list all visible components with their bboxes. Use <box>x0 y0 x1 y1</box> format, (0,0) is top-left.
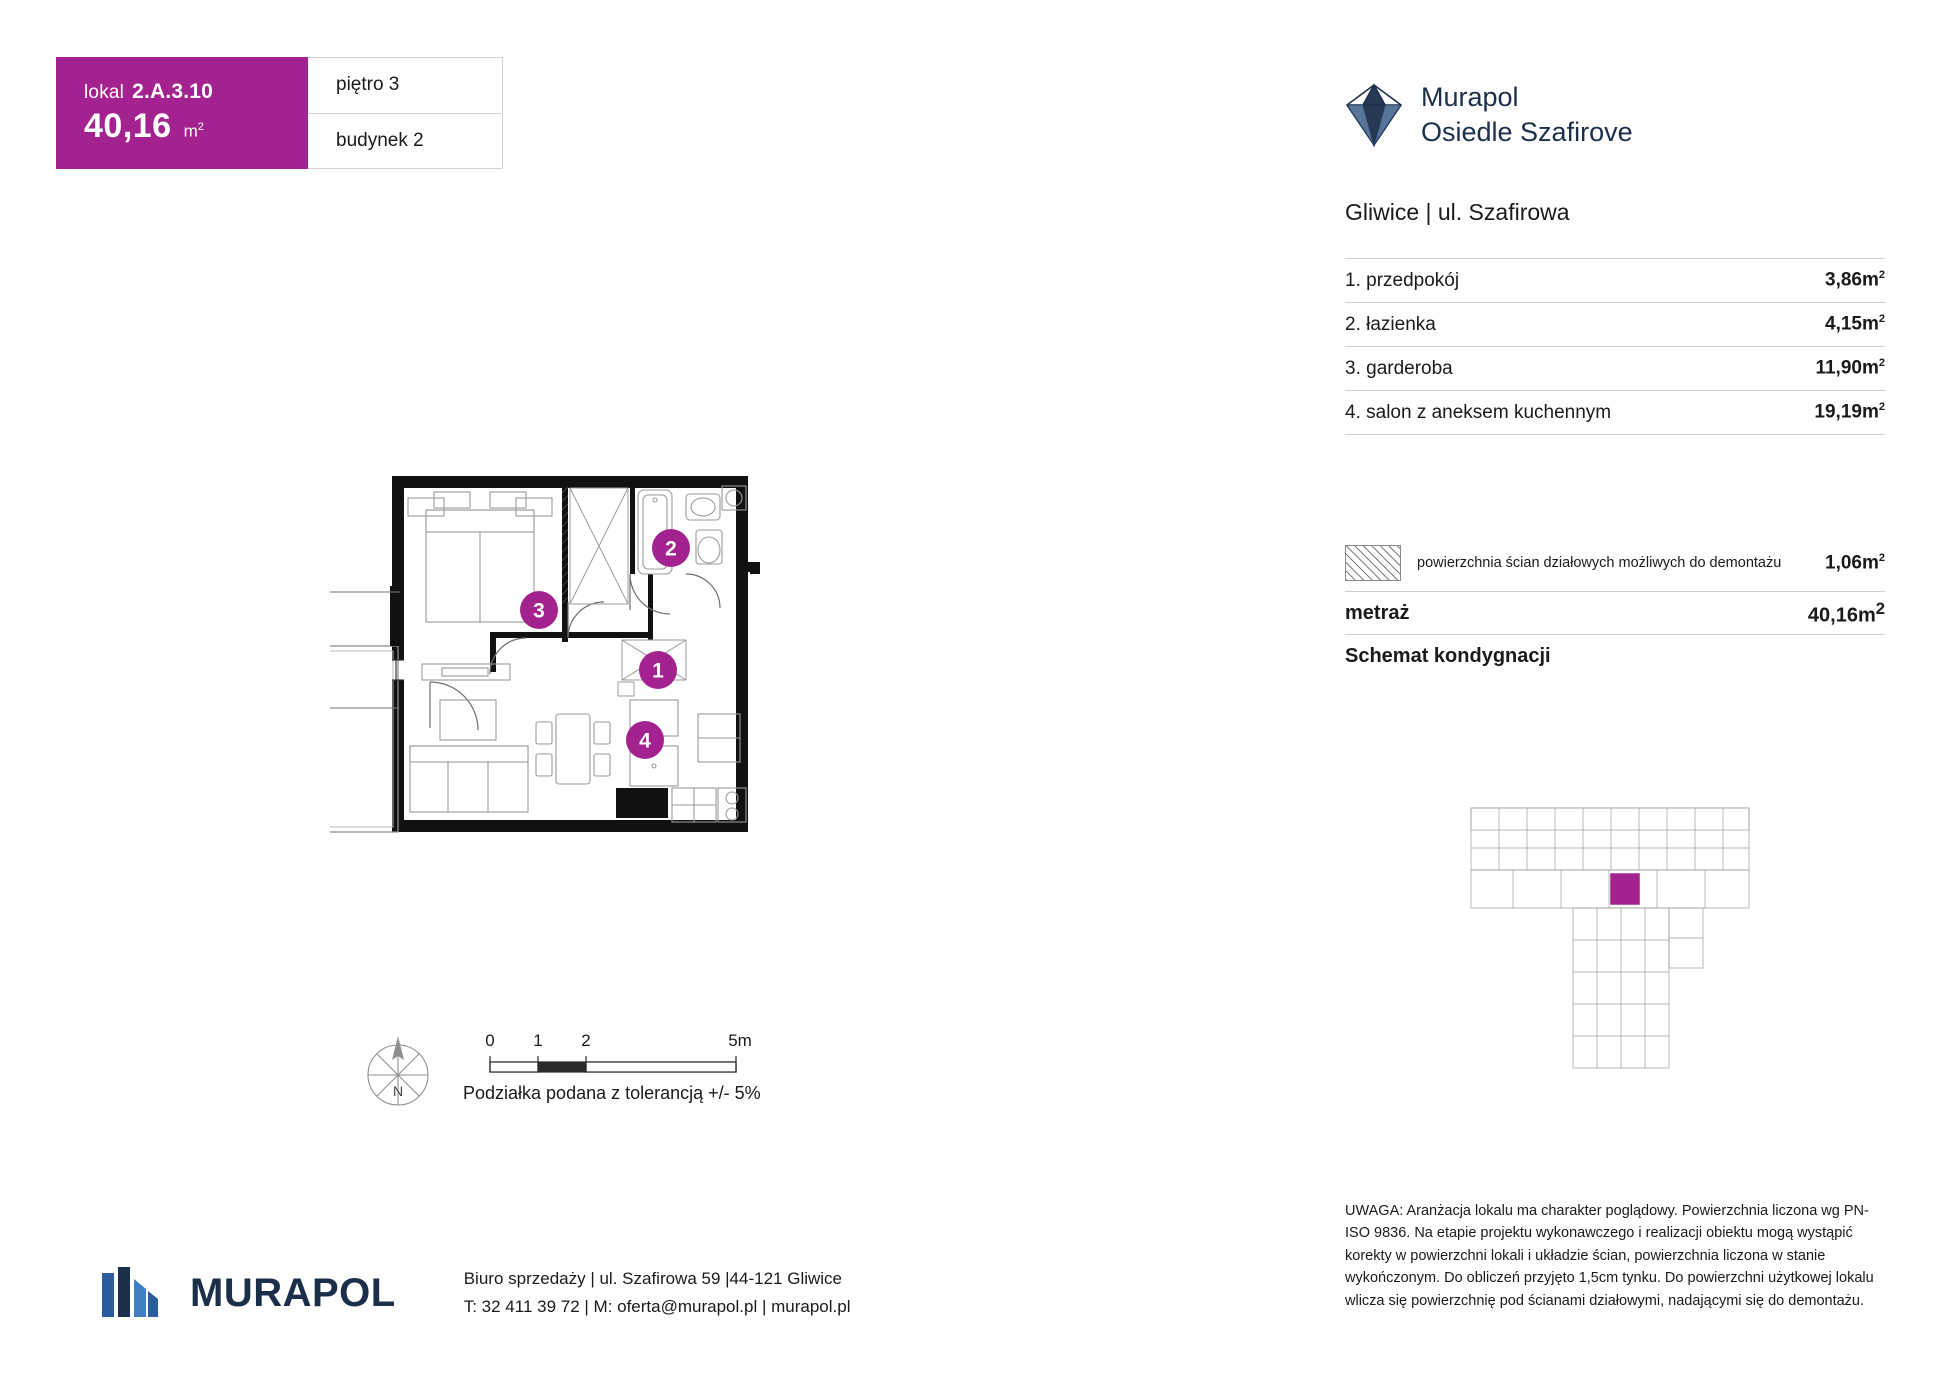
total-area-label: metraż <box>1345 601 1410 624</box>
footer-contact <box>464 1265 851 1321</box>
unit-code: 2.A.3.10 <box>132 80 214 103</box>
demountable-wall <box>562 486 568 606</box>
brand-header <box>1345 80 1885 149</box>
room-area <box>1815 357 1885 379</box>
table-row <box>1345 303 1885 347</box>
footer <box>100 1265 850 1321</box>
room-marker-4 <box>626 721 664 759</box>
table-row <box>1345 391 1885 435</box>
room-name: 2. łazienka <box>1345 313 1436 335</box>
room-area-value: 3,86m <box>1825 269 1879 291</box>
scale-ruler <box>490 1056 736 1072</box>
legend-block <box>1345 545 1885 668</box>
room-area <box>1825 313 1885 335</box>
floor-key-diagram <box>1465 800 1755 1075</box>
scale-tick-2: 2 <box>581 1031 591 1050</box>
svg-text:4: 4 <box>639 729 651 753</box>
unit-area-value: 40,16 <box>84 107 172 145</box>
svg-text:3: 3 <box>533 599 545 623</box>
room-area-sup: 2 <box>1878 269 1885 282</box>
building-cell: budynek 2 <box>308 113 503 170</box>
floor-cell: piętro 3 <box>308 57 503 113</box>
total-area-value <box>1808 599 1885 628</box>
legend-value-sup: 2 <box>1878 551 1885 564</box>
room-area-value: 4,15m <box>1825 313 1879 335</box>
unit-badge <box>56 57 503 169</box>
svg-text:1: 1 <box>652 659 664 683</box>
unit-area-unit-m: m <box>183 122 198 141</box>
room-name: 3. garderoba <box>1345 357 1453 379</box>
room-marker-1 <box>639 651 677 689</box>
total-area-number: 40,16m <box>1807 604 1876 627</box>
room-list <box>1345 258 1885 435</box>
diamond-icon <box>1345 83 1403 147</box>
scale-bar <box>360 1020 830 1130</box>
murapol-logo-icon <box>100 1267 162 1319</box>
legend-row-hatch <box>1345 545 1885 592</box>
table-row <box>1345 259 1885 303</box>
room-area <box>1825 269 1885 291</box>
floor-plan-drawing <box>330 470 970 950</box>
total-area-sup: 2 <box>1875 598 1885 618</box>
room-area <box>1814 401 1885 423</box>
footer-contact-line1: Biuro sprzedaży | ul. Szafirowa 59 |44-121 Gliwice <box>463 1269 843 1288</box>
balcony <box>330 586 404 832</box>
footer-contact-line2: T: 32 411 39 72 | M: oferta@murapol.pl | murapol.pl <box>463 1297 851 1317</box>
unit-label-row <box>84 80 308 104</box>
unit-area-row <box>84 107 308 146</box>
hatch-swatch-icon <box>1345 545 1401 581</box>
legend-description: powierzchnia ścian działowych możliwych do demontażu <box>1417 554 1782 571</box>
room-name: 4. salon z aneksem kuchennym <box>1345 401 1612 423</box>
legend-value-number: 1,06m <box>1825 552 1879 574</box>
project-address: Gliwice | ul. Szafirowa <box>1345 199 1570 226</box>
unit-badge-side <box>308 57 503 169</box>
total-area-row <box>1345 592 1885 635</box>
svg-text:N: N <box>392 1083 404 1099</box>
highlighted-unit <box>1611 874 1639 904</box>
unit-label: lokal <box>84 82 125 103</box>
legend-value <box>1825 552 1885 574</box>
right-column <box>1345 80 1885 668</box>
unit-area-unit-sup: 2 <box>197 121 204 134</box>
room-area-value: 19,19m <box>1814 401 1879 423</box>
room-area-value: 11,90m <box>1815 357 1879 379</box>
murapol-wordmark: MURAPOL <box>190 1270 396 1315</box>
room-name: 1. przedpokój <box>1345 269 1460 291</box>
room-area-sup: 2 <box>1878 313 1885 326</box>
room-area-sup: 2 <box>1878 357 1885 370</box>
svg-text:2: 2 <box>665 537 677 561</box>
unit-badge-main <box>56 57 308 169</box>
scale-tick-1: 1 <box>533 1031 543 1050</box>
unit-area-unit <box>184 121 204 142</box>
scale-tick-5: 5m <box>728 1031 752 1050</box>
scale-tolerance-note: Podziałka podana z tolerancją +/- 5% <box>463 1083 761 1103</box>
disclaimer-note: UWAGA: Aranżacja lokalu ma charakter poglądowy. Powierzchnia liczona wg PN-ISO 9836. Na etapie projektu wykonawczego i realizacji obiektu mogą wystąpić korekty w powierzchni lokali i układzie ścian, powierzchnia liczona w stanie wykończonym. Do obliczeń przyjęto 1,5cm tynku. Do powierzchni użytkowej lokalu wlicza się powierzchnię pod ścianami działowymi, nadającymi się do demontażu. <box>1345 1203 1874 1309</box>
room-area-sup: 2 <box>1878 401 1885 414</box>
brand-text <box>1421 80 1633 149</box>
brand-line1: Murapol <box>1421 82 1519 112</box>
table-row <box>1345 347 1885 391</box>
room-marker-2 <box>652 529 690 567</box>
room-marker-3 <box>520 591 558 629</box>
floor-key-title: Schemat kondygnacji <box>1345 645 1551 668</box>
scale-tick-0: 0 <box>485 1031 495 1050</box>
plan-interior <box>400 484 745 830</box>
brand-line2: Osiedle Szafirove <box>1421 116 1633 147</box>
